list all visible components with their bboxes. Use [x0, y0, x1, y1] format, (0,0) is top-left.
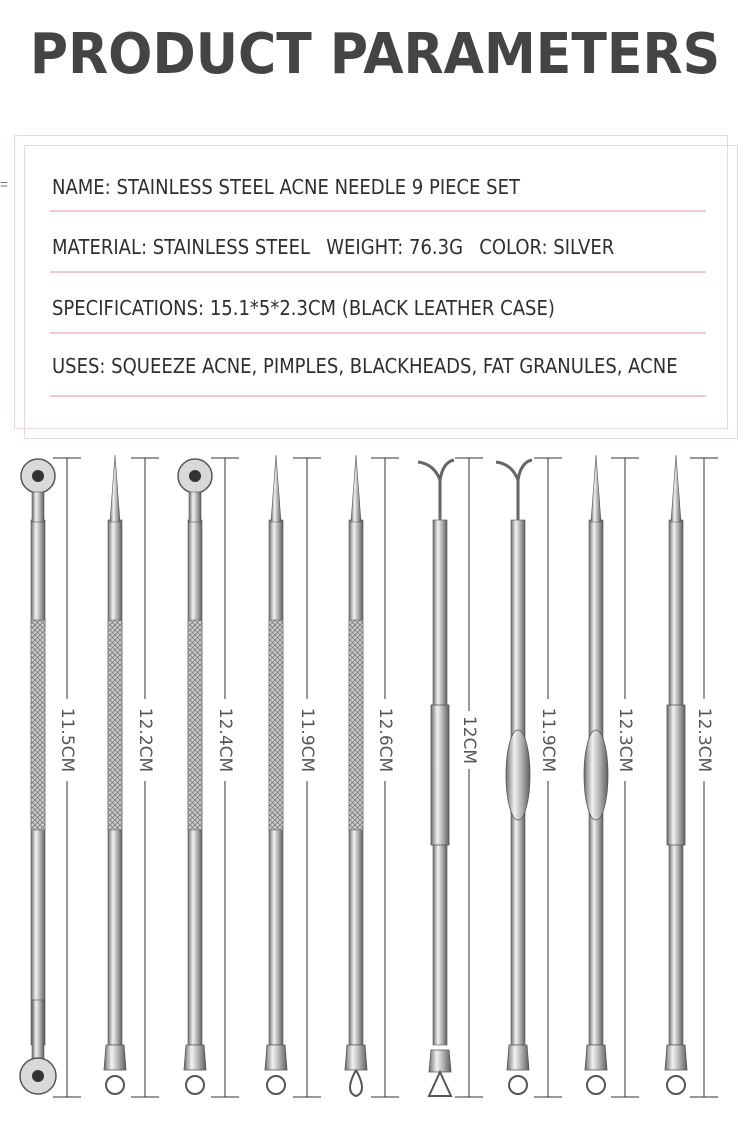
needle-tip	[271, 455, 281, 522]
spoon-hole	[32, 1070, 44, 1082]
hook-tip	[418, 460, 454, 520]
loop-end	[186, 1076, 204, 1094]
edge-mark: =	[0, 176, 9, 192]
collar	[104, 1045, 126, 1070]
tool-1	[20, 459, 56, 1094]
loop-end	[587, 1076, 605, 1094]
loop-end	[667, 1076, 685, 1094]
needle-tip	[110, 455, 120, 522]
knurled-grip	[269, 620, 283, 830]
collar	[345, 1045, 367, 1070]
drop-loop	[350, 1070, 362, 1096]
knurled-grip	[108, 620, 122, 830]
triangle-loop	[429, 1072, 451, 1096]
needle-tip	[671, 455, 681, 522]
dimension-7	[534, 458, 562, 1097]
spoon-neck	[189, 492, 201, 522]
needle-tip	[591, 455, 601, 522]
param-row-material	[52, 235, 664, 259]
dimension-5	[371, 458, 399, 1097]
tool-2	[104, 455, 126, 1094]
oval-grip	[506, 730, 530, 820]
tool-8	[584, 455, 608, 1094]
dimension-label: 12.3CM	[694, 707, 714, 773]
dimension-3	[211, 458, 239, 1097]
flat-grip	[431, 705, 449, 845]
dimension-6	[455, 458, 483, 1097]
param-uses: USES: SQUEEZE ACNE, PIMPLES, BLACKHEADS, FAT GRANULES, ACNE	[52, 354, 678, 378]
knurled-grip	[349, 620, 363, 830]
loop-end	[106, 1076, 124, 1094]
loop-end	[509, 1076, 527, 1094]
flat-grip	[667, 705, 685, 845]
param-material: MATERIAL: STAINLESS STEEL	[52, 235, 311, 259]
divider	[50, 332, 706, 334]
spoon-neck	[32, 492, 44, 522]
dimension-1	[53, 458, 81, 1097]
loop-end	[267, 1076, 285, 1094]
tool-6	[418, 460, 454, 1096]
divider	[50, 210, 706, 212]
knurled-grip	[188, 620, 202, 830]
spoon-neck	[32, 1000, 44, 1060]
param-color: COLOR: SILVER	[479, 235, 615, 259]
oval-grip	[584, 730, 608, 820]
hook-tip	[496, 460, 532, 520]
collar	[184, 1045, 206, 1070]
dimension-label: 11.9CM	[297, 707, 317, 773]
needle-tip	[351, 455, 361, 522]
collar	[585, 1045, 607, 1070]
dimension-label: 11.5CM	[57, 707, 77, 773]
param-specifications: SPECIFICATIONS: 15.1*5*2.3CM (BLACK LEATHER CASE)	[52, 296, 555, 320]
collar	[265, 1045, 287, 1070]
dimension-label: 12.2CM	[135, 707, 155, 773]
tool-3	[178, 459, 212, 1094]
divider	[50, 271, 706, 273]
collar	[665, 1045, 687, 1070]
tool-5	[345, 455, 367, 1096]
spoon-hole	[189, 470, 201, 482]
dimension-label: 11.9CM	[538, 707, 558, 773]
dimension-label: 12.6CM	[375, 707, 395, 773]
dimension-label: 12.4CM	[215, 707, 235, 773]
param-weight: WEIGHT: 76.3G	[326, 235, 464, 259]
dimension-9	[690, 458, 718, 1097]
tool-9	[665, 455, 687, 1094]
spoon-hole	[32, 470, 44, 482]
page-title: PRODUCT PARAMETERS	[29, 22, 721, 87]
tool-7	[496, 460, 532, 1094]
param-name: NAME: STAINLESS STEEL ACNE NEEDLE 9 PIECE SET	[52, 175, 520, 199]
knurled-grip	[31, 620, 45, 830]
collar	[507, 1045, 529, 1070]
dimension-2	[131, 458, 159, 1097]
tools-illustration	[0, 440, 750, 1120]
tool-4	[265, 455, 287, 1094]
dimension-4	[293, 458, 321, 1097]
dimension-8	[611, 458, 639, 1097]
dimension-label: 12CM	[459, 715, 479, 765]
divider	[50, 395, 706, 397]
dimension-label: 12.3CM	[615, 707, 635, 773]
collar	[429, 1050, 451, 1072]
